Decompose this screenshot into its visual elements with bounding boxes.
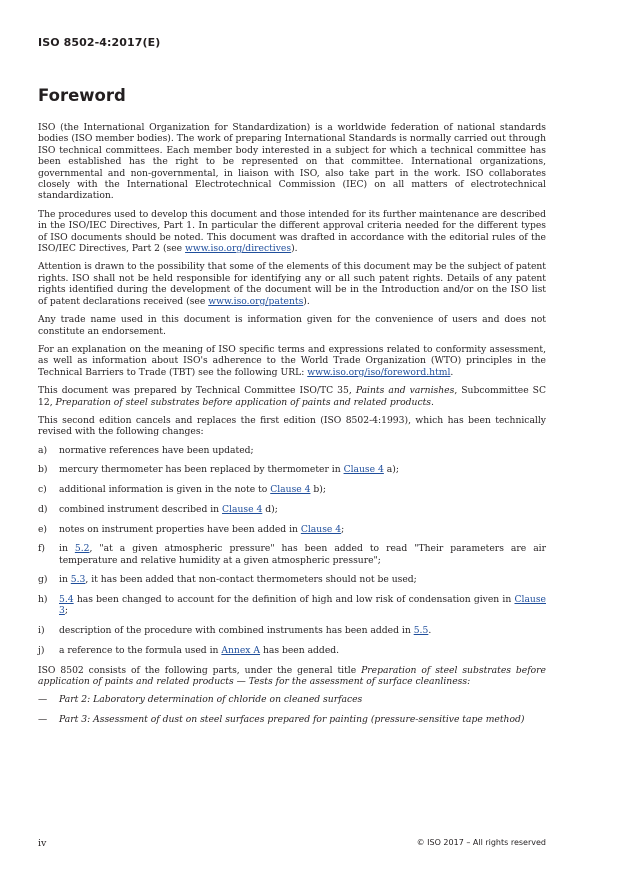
- list-item-text: , "at a given atmospheric pressure" has been added to read "Their parameters are air temperature and relative humidity at a given atmospheric pressure";: [59, 543, 547, 566]
- link-clause-4[interactable]: Clause 4: [222, 503, 263, 515]
- list-item-text: b);: [310, 484, 326, 496]
- paragraph-iso-intro: ISO (the International Organization for Standardization) is a worldwide federation of national standards bodies (ISO member bodies). The work of preparing International Standards is normally carried out through ISO technical committees. Each member body interested in a subject for which a technical committee has been established has the right to be represented on that committee. International organizations, governmental and non-governmental, in liaison with ISO, also take part in the work. ISO collaborates closely with the International Electrotechnical Commission (IEC) on all matters of electrotechnical standardization.: [38, 122, 546, 202]
- link-5-5[interactable]: 5.5: [413, 625, 429, 637]
- link-annex-a[interactable]: Annex A: [221, 644, 261, 656]
- paragraph-text: This document was prepared by Technical Committee ISO/TC 35,: [38, 385, 356, 397]
- list-marker: i): [38, 625, 45, 637]
- list-marker: f): [38, 543, 45, 555]
- list-item: [38, 445, 546, 456]
- paragraph-text: Attention is drawn to the possibility that some of the elements of this document may be the subject of patent rights. ISO shall not be held responsible for identifying any or all such patent rights. Details of any patent rights identified during the development of the document will be in the Introduction and/or on the ISO list of patent declarations received (see: [38, 261, 546, 307]
- list-marker: d): [38, 503, 48, 515]
- paragraph-parts-intro: [38, 665, 546, 688]
- document-body: [38, 122, 546, 734]
- list-item-text: a reference to the formula used in: [59, 644, 222, 656]
- dash-marker: —: [38, 714, 48, 726]
- paragraph-conformity: [38, 344, 546, 378]
- page-title: Foreword: [38, 86, 126, 105]
- changes-list: [38, 445, 546, 657]
- paragraph-text: ).: [303, 295, 310, 307]
- list-item: [38, 464, 546, 475]
- list-item-text: has been added.: [260, 644, 340, 656]
- link-5-3[interactable]: 5.3: [70, 574, 86, 586]
- committee-name: Paints and varnishes: [355, 385, 455, 397]
- list-item-text: combined instrument described in: [59, 503, 223, 515]
- list-item: [38, 504, 546, 515]
- list-item: [38, 574, 546, 585]
- list-item-text: in: [59, 543, 75, 555]
- list-item-text: has been changed to account for the definition of high and low risk of condensation given in: [73, 594, 515, 606]
- link-clause-4[interactable]: Clause 4: [270, 484, 311, 496]
- list-item: [38, 543, 546, 566]
- list-marker: b): [38, 464, 48, 476]
- paragraph-procedures: [38, 209, 546, 255]
- list-item-text: in: [59, 574, 71, 586]
- list-marker: a): [38, 444, 48, 456]
- parts-list: [38, 694, 546, 725]
- list-marker: h): [38, 594, 48, 606]
- list-item: [38, 694, 546, 705]
- link-5-4[interactable]: 5.4: [59, 594, 74, 606]
- paragraph-edition: This second edition cancels and replaces the first edition (ISO 8502-4:1993), which has been technically revised with the following changes:: [38, 414, 546, 438]
- link-clause-3[interactable]: Clause 3: [59, 594, 546, 617]
- link-directives[interactable]: www.iso.org/directives: [185, 243, 292, 255]
- list-item: [38, 645, 546, 656]
- paragraph-text: ).: [291, 243, 298, 255]
- list-item-text: .: [428, 625, 432, 637]
- link-foreword[interactable]: www.iso.org/iso/foreword.html: [307, 366, 451, 378]
- dash-marker: —: [38, 694, 48, 706]
- paragraph-text: .: [431, 396, 434, 408]
- paragraph-text: , Subcommittee SC 12,: [38, 385, 546, 408]
- document-identifier: ISO 8502-4:2017(E): [38, 36, 161, 49]
- list-marker: e): [38, 523, 48, 535]
- link-clause-4[interactable]: Clause 4: [300, 523, 342, 535]
- general-title: Preparation of steel substrates before application of paints and related products — Tests for the assessment of surface cleanliness:: [38, 664, 546, 687]
- list-item-text: Part 3: Assessment of dust on steel surfaces prepared for painting (pressure-sensitive tape method): [59, 714, 525, 726]
- list-item: [38, 524, 546, 535]
- list-item: [38, 714, 546, 725]
- list-item: [38, 625, 546, 636]
- list-item: [38, 594, 546, 617]
- list-item-text: additional information is given in the note to: [59, 484, 271, 496]
- list-item-text: Part 2: Laboratory determination of chloride on cleaned surfaces: [59, 694, 363, 706]
- list-item-text: notes on instrument properties have been added in: [59, 523, 301, 535]
- copyright-notice: © ISO 2017 – All rights reserved: [416, 838, 546, 847]
- paragraph-text: .: [450, 366, 454, 378]
- list-marker: g): [38, 574, 48, 586]
- page-number: iv: [38, 838, 47, 849]
- list-item-text: description of the procedure with combined instruments has been added in: [59, 625, 414, 637]
- paragraph-text: For an explanation on the meaning of ISO specific terms and expressions related to conformity assessment, as well as information about ISO's adherence to the World Trade Organization (WTO) principles in the Technical Barriers to Trade (TBT) see the following URL:: [38, 343, 546, 378]
- link-clause-4[interactable]: Clause 4: [343, 464, 384, 476]
- list-item-text: a);: [383, 464, 399, 476]
- link-5-2[interactable]: 5.2: [74, 543, 90, 555]
- list-item-text: d);: [262, 503, 278, 515]
- paragraph-trade-names: Any trade name used in this document is information given for the convenience of users and does not constitute an endorsement.: [38, 314, 546, 337]
- list-item-text: normative references have been updated;: [59, 444, 254, 456]
- list-item-text: ;: [341, 523, 345, 535]
- link-patents[interactable]: www.iso.org/patents: [208, 295, 304, 307]
- list-item: [38, 484, 546, 495]
- list-marker: c): [38, 484, 47, 496]
- paragraph-text: The procedures used to develop this document and those intended for its further maintenance are described in the ISO/IEC Directives, Part 1. In particular the different approval criteria needed for the different types of ISO documents should be noted. This document was drafted in accordance with the editorial rules of the ISO/IEC Directives, Part 2 (see: [38, 208, 546, 255]
- paragraph-patents: [38, 261, 546, 307]
- list-marker: j): [38, 644, 45, 656]
- paragraph-text: ISO 8502 consists of the following parts, under the general title: [38, 664, 362, 676]
- paragraph-committee: [38, 385, 546, 408]
- subcommittee-name: Preparation of steel substrates before application of paints and related products: [55, 396, 431, 408]
- list-item-text: , it has been added that non-contact thermometers should not be used;: [85, 574, 417, 586]
- list-item-text: ;: [64, 605, 68, 617]
- list-item-text: mercury thermometer has been replaced by thermometer in: [59, 464, 344, 476]
